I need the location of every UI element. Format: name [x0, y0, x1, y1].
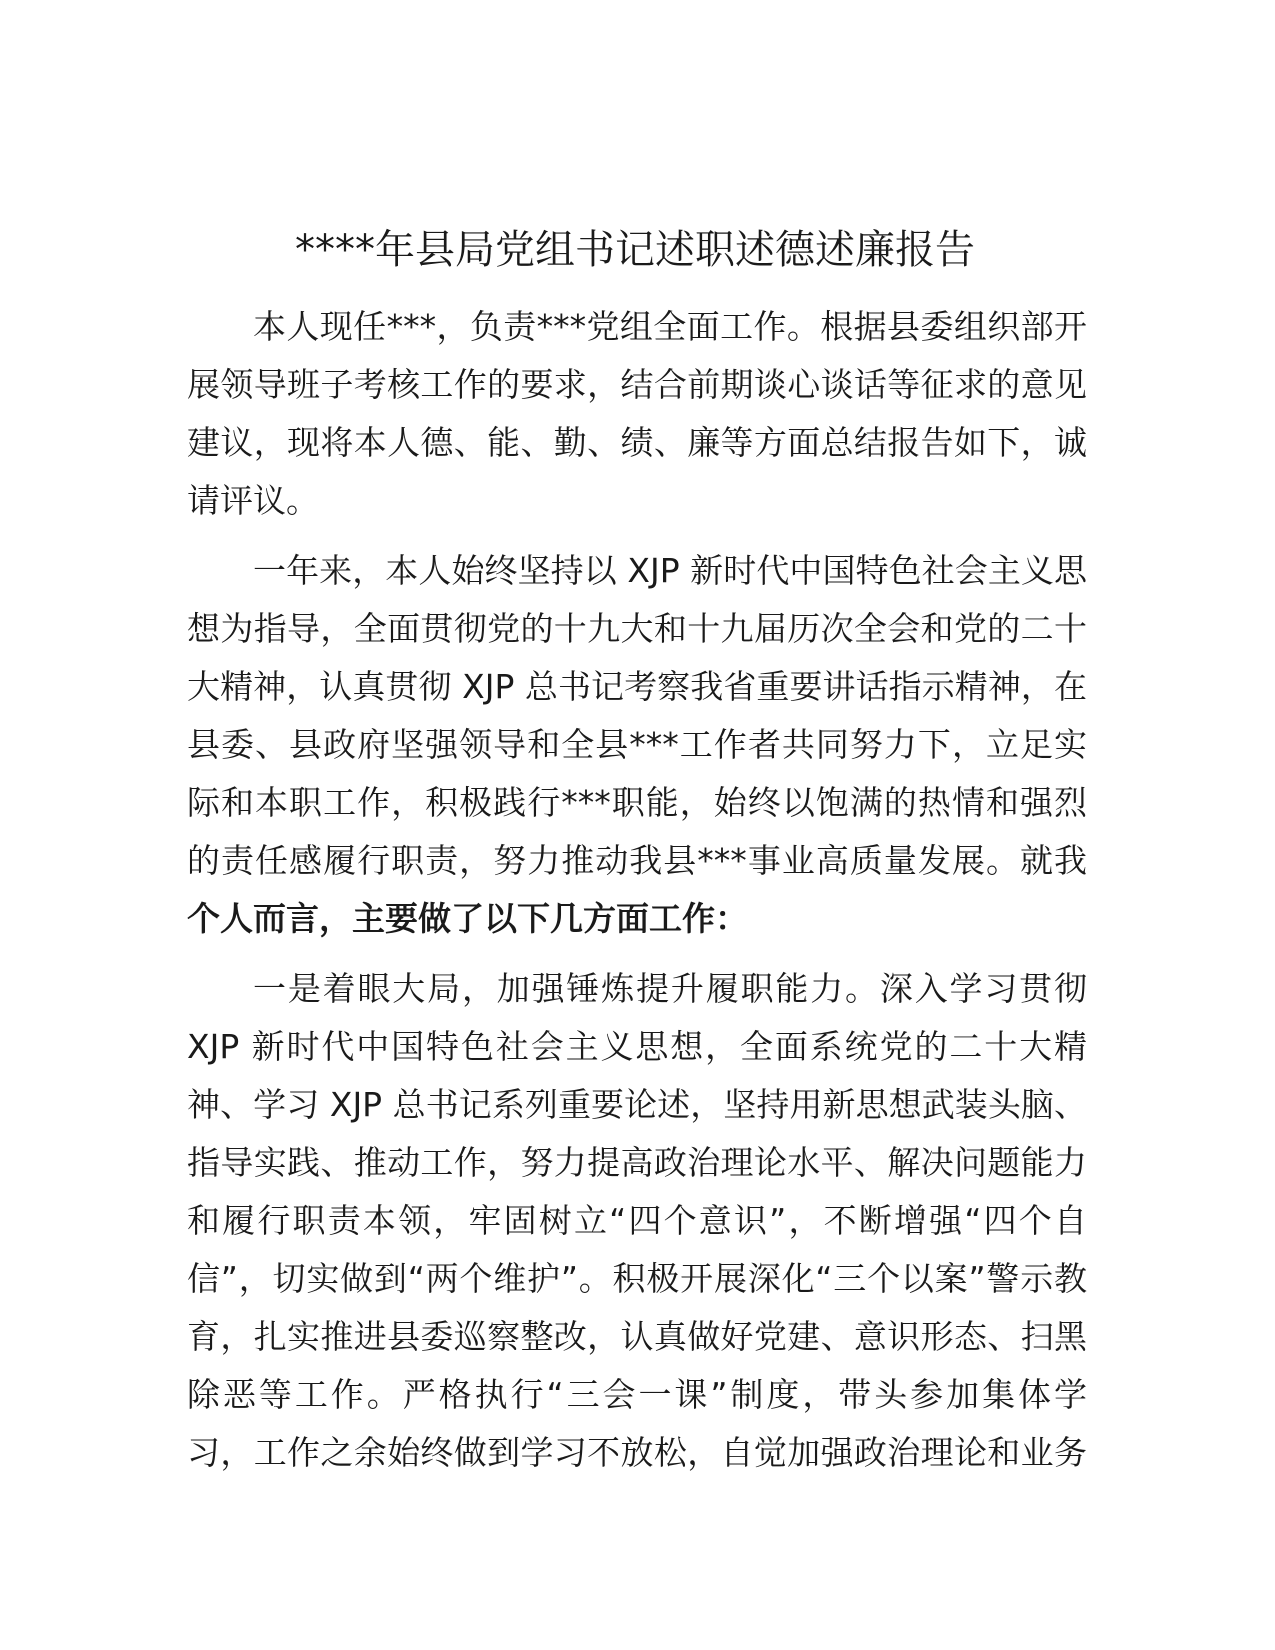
text-line: 想为指导，全面贯彻党的十九大和十九届历次全会和党的二十 [187, 609, 1087, 648]
text-line: 信”，切实做到“两个维护”。积极开展深化“三个以案”警示教 [187, 1259, 1087, 1298]
text-line: 请评议。 [187, 481, 319, 520]
text-line: 建议，现将本人德、能、勤、绩、廉等方面总结报告如下，诚 [187, 423, 1087, 462]
text-line: 本人现任***，负责***党组全面工作。根据县委组织部开 [253, 307, 1087, 346]
document-title: ****年县局党组书记述职述德述廉报告 [295, 227, 975, 273]
text-line: 的责任感履行职责，努力推动我县***事业高质量发展。就我 [187, 841, 1087, 880]
text-line: 除恶等工作。严格执行“三会一课”制度，带头参加集体学 [187, 1375, 1087, 1414]
text-line: 展领导班子考核工作的要求，结合前期谈心谈话等征求的意见 [187, 365, 1087, 404]
text-line: 神、学习 XJP 总书记系列重要论述，坚持用新思想武装头脑、 [187, 1085, 1087, 1124]
paragraph-intro [187, 298, 1087, 530]
text-line: 县委、县政府坚强领导和全县***工作者共同努力下，立足实 [187, 725, 1087, 764]
text-line: XJP 新时代中国特色社会主义思想，全面系统党的二十大精 [187, 1027, 1087, 1066]
paragraph-overview [187, 542, 1087, 948]
text-line: 育，扎实推进县委巡察整改，认真做好党建、意识形态、扫黑 [187, 1317, 1087, 1356]
text-line: 一年来，本人始终坚持以 XJP 新时代中国特色社会主义思 [253, 551, 1087, 590]
text-line: 和履行职责本领，牢固树立“四个意识”，不断增强“四个自 [187, 1201, 1087, 1240]
text-line: 指导实践、推动工作，努力提高政治理论水平、解决问题能力 [187, 1143, 1087, 1182]
text-line-bold: 个人而言，主要做了以下几方面工作： [187, 899, 748, 938]
paragraph-point-one [187, 960, 1087, 1482]
text-line: 一是着眼大局，加强锤炼提升履职能力。深入学习贯彻 [253, 969, 1087, 1008]
text-line: 习，工作之余始终做到学习不放松，自觉加强政治理论和业务 [187, 1433, 1087, 1472]
document-body [187, 298, 1087, 1494]
text-line: 际和本职工作，积极践行***职能，始终以饱满的热情和强烈 [187, 783, 1087, 822]
text-line: 大精神，认真贯彻 XJP 总书记考察我省重要讲话指示精神，在 [187, 667, 1087, 706]
